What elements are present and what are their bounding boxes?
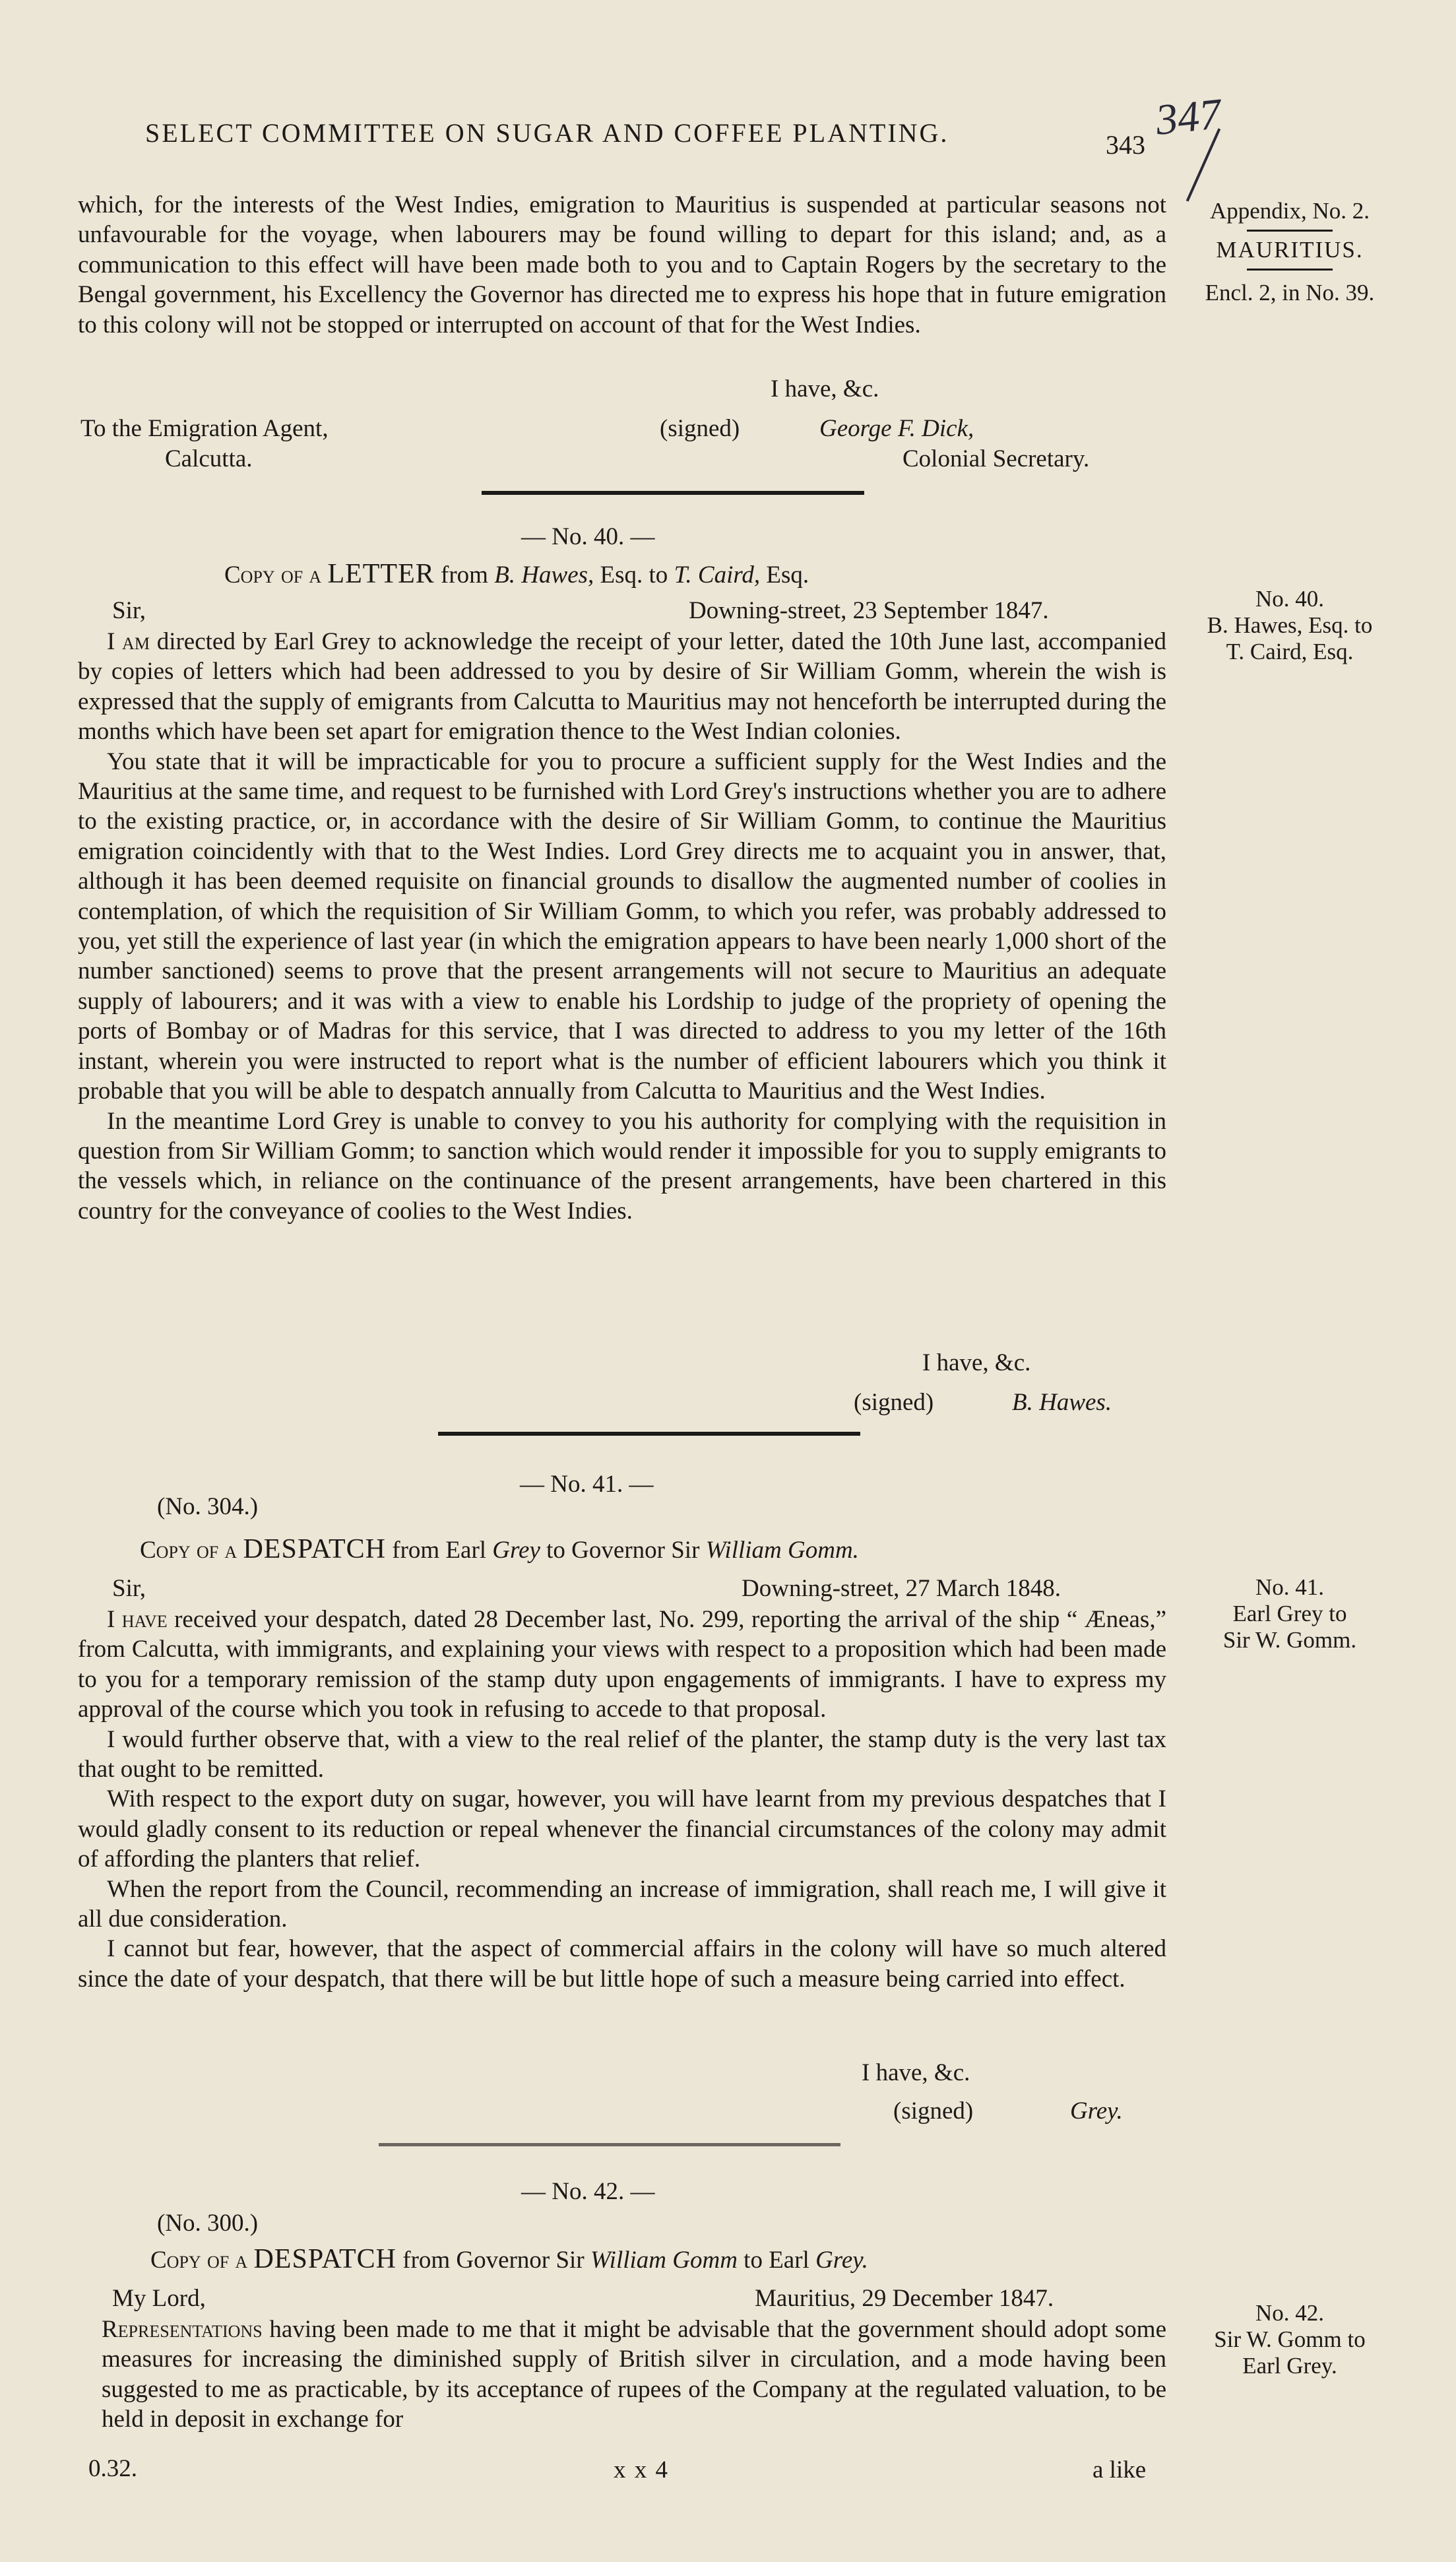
page-number: 343 xyxy=(1106,130,1145,160)
no42-title-mid: to Earl xyxy=(744,2247,809,2274)
no40-signed: (signed) xyxy=(854,1389,934,1416)
intro-signatory: George F. Dick, xyxy=(819,415,974,442)
margin-no40-line1: No. 40. xyxy=(1255,586,1325,612)
no41-paragraph-3: With respect to the export duty on sugar, however, you will have learnt from my previous despatches that I would gladly consent to its reduction or repeal whenever the financial circumstances of the colony may admit of affording the planters that relief. xyxy=(78,1785,1166,1873)
margin-no41-line3: Sir W. Gomm. xyxy=(1222,1627,1357,1653)
no41-title-word: DESPATCH xyxy=(243,1534,386,1564)
no41-signatory: Grey. xyxy=(1070,2098,1123,2125)
no40-place-date: Downing-street, 23 September 1847. xyxy=(689,597,1049,624)
no42-lead: Representations xyxy=(102,2316,263,2343)
no42-title xyxy=(150,2243,868,2275)
no41-paragraph-2: I would further observe that, with a view to the real relief of the planter, the stamp duty is the very last tax that ought to be remitted. xyxy=(78,1725,1166,1783)
no40-title-name1: B. Hawes, xyxy=(494,561,594,589)
intro-section xyxy=(78,190,1166,340)
margin-no41-line1: No. 41. xyxy=(1255,1574,1325,1600)
no41-number: — No. 41. — xyxy=(520,1471,654,1498)
section-rule xyxy=(482,491,864,495)
handwritten-page-number: 347 xyxy=(1153,90,1224,144)
intro-signed: (signed) xyxy=(660,415,740,442)
no40-title-from: from xyxy=(441,561,488,589)
intro-paragraph: which, for the interests of the West Indies, emigration to Mauritius is suspended at particular seasons not unfavourable for the voyage, when labourers may be found willing to depart for this island; and, as a communication to this effect will have been made both to you and to Captain Rogers by the secretary to the Bengal government, his Excellency the Governor has directed me to express his hope that in future emigration to this colony will not be stopped or interrupted on account of that for the West Indies. xyxy=(78,191,1166,338)
no42-salutation: My Lord, xyxy=(112,2285,206,2312)
no41-salutation: Sir, xyxy=(112,1575,146,1602)
margin-note-no41 xyxy=(1181,1574,1399,1653)
margin-appendix: Appendix, No. 2. xyxy=(1209,198,1370,224)
no40-title-word: LETTER xyxy=(327,559,435,589)
no40-title-name2: T. Caird, xyxy=(674,561,761,589)
no41-paragraph-4: When the report from the Council, recommending an increase of immigration, shall reach me, I will give it all due consideration. xyxy=(78,1875,1166,1933)
no40-paragraph-2: You state that it will be impracticable for you to procure a sufficient supply for the West Indies and the Mauritius at the same time, and request to be furnished with Lord Grey's instructions whether you are to adhere to the existing practice, or, in accordance with the desire of Sir William Gomm, to continue the Mauritius emigration coincidently with that to the West Indies. Lord Grey directs me to acquaint you in answer, that, although it has been deemed requisite on financial grounds to disallow the augmented number of coolies in contemplation, of which the requisition of Sir William Gomm, to which you refer, was probably addressed to you, yet still the experience of last year (in which the emigration appears to have been nearly 1,000 short of the number sanctioned) seems to prove that the present arrangements will not secure to Mauritius an adequate supply of labourers; and it was with a view to enable his Lordship to judge of the propriety of opening the ports of Bombay or of Madras for this service, that I was directed to address to you my letter of the 16th instant, wherein you were instructed to report what is the number of efficient labourers which you think it probable that you will be able to despatch annually from Calcutta to Mauritius and the West Indies. xyxy=(78,748,1166,1105)
no41-signed: (signed) xyxy=(893,2098,974,2125)
margin-divider xyxy=(1247,269,1333,271)
no41-title xyxy=(140,1533,859,1565)
no41-paragraph-5: I cannot but fear, however, that the aspect of commercial affairs in the colony will have so much altered since the date of your despatch, that there will be but little hope of such a measure being carried into effect. xyxy=(78,1935,1166,1993)
no42-number: — No. 42. — xyxy=(521,2178,655,2205)
no42-title-from: from Governor Sir xyxy=(402,2247,585,2274)
running-title: SELECT COMMITTEE ON SUGAR AND COFFEE PLANTING. xyxy=(145,118,949,148)
no40-title-end: Esq. xyxy=(766,561,809,589)
intro-closing: I have, &c. xyxy=(771,375,879,402)
no41-lead: I have xyxy=(107,1606,168,1633)
no40-signatory: B. Hawes. xyxy=(1012,1389,1112,1416)
no40-paragraph-3: In the meantime Lord Grey is unable to convey to you his authority for complying with the requisition in question from Sir William Gomm; to sanction which would render it impossible for you to supply emigrants to the vessels which, in reliance on the continuance of the present arrangements, have been chartered in this country for the conveyance of coolies to the West Indies. xyxy=(78,1107,1166,1225)
no41-title-from: from Earl xyxy=(392,1537,487,1564)
margin-no42-line1: No. 42. xyxy=(1255,2300,1325,2326)
no41-p1-text: received your despatch, dated 28 December last, No. 299, reporting the arrival of the ship “ Æneas,” from Calcutta, with immigrants, and explaining your views with respect to a proposition which had been made to you for a temporary remission of the stamp duty upon engagements of immigrants. I have to express my approval of the course which you took in refusing to accede to that proposal. xyxy=(78,1606,1167,1723)
margin-no41-line2: Earl Grey to xyxy=(1232,1601,1347,1626)
no41-title-mid: to Governor Sir xyxy=(546,1537,700,1564)
no42-paragraph-1 xyxy=(78,2315,1166,2435)
margin-note-no42 xyxy=(1181,2300,1399,2379)
footer-signature-mark: x x 4 xyxy=(614,2456,669,2483)
margin-no42-line3: Earl Grey. xyxy=(1242,2353,1337,2379)
no40-p1-text: directed by Earl Grey to acknowledge the receipt of your letter, dated the 10th June last, accompanied by copies of letters which had been addressed to you by desire of Sir William Gomm, wherein the wish is expressed that the supply of emigrants from Calcutta to Mauritius may not henceforth be interrupted during the months which have been set apart for emigration thence to the West Indian colonies. xyxy=(78,628,1167,746)
no40-closing: I have, &c. xyxy=(922,1349,1031,1376)
no42-body xyxy=(78,2315,1166,2435)
no42-title-prefix: Copy of a xyxy=(150,2247,248,2274)
no41-place-date: Downing-street, 27 March 1848. xyxy=(742,1575,1061,1602)
intro-addressee-line2: Calcutta. xyxy=(165,445,253,472)
no42-title-name1: William Gomm xyxy=(590,2247,738,2274)
no41-title-prefix: Copy of a xyxy=(140,1537,237,1564)
no40-title-prefix: Copy of a xyxy=(224,561,322,589)
margin-no40-line2: B. Hawes, Esq. to xyxy=(1207,612,1373,638)
no41-title-name1: Grey xyxy=(492,1537,540,1564)
margin-country: MAURITIUS. xyxy=(1216,237,1364,263)
margin-no42-line2: Sir W. Gomm to xyxy=(1214,2326,1366,2352)
no41-paragraph-1 xyxy=(78,1605,1166,1725)
margin-divider xyxy=(1247,230,1333,232)
no40-body xyxy=(78,627,1166,1226)
no41-closing: I have, &c. xyxy=(862,2059,970,2086)
no40-title-mid: Esq. to xyxy=(600,561,668,589)
margin-encl: Encl. 2, in No. 39. xyxy=(1205,280,1375,305)
no40-paragraph-1 xyxy=(78,627,1166,747)
margin-no40-line3: T. Caird, Esq. xyxy=(1226,639,1354,664)
margin-note-appendix xyxy=(1181,198,1399,306)
section-rule xyxy=(438,1432,860,1436)
no41-ref: (No. 304.) xyxy=(157,1493,259,1520)
no42-ref: (No. 300.) xyxy=(157,2210,259,2237)
intro-addressee-line1: To the Emigration Agent, xyxy=(80,415,329,442)
no40-number: — No. 40. — xyxy=(521,523,655,550)
no42-title-word: DESPATCH xyxy=(253,2244,396,2274)
footer-catchword: a like xyxy=(1092,2456,1147,2483)
no41-body xyxy=(78,1605,1166,1994)
section-rule xyxy=(379,2143,840,2146)
footer-code: 0.32. xyxy=(88,2455,137,2482)
no40-title xyxy=(224,558,809,590)
no41-title-name2: William Gomm. xyxy=(705,1537,859,1564)
intro-signatory-title: Colonial Secretary. xyxy=(902,445,1090,472)
no40-salutation: Sir, xyxy=(112,597,146,624)
no42-p1-text: having been made to me that it might be advisable that the government should adopt some measures for increasing the diminished supply of British silver in circulation, and a mode having been suggested to me as practicable, by its acceptance of rupees of the Company at the regulated valuation, to be held in deposit in exchange for xyxy=(102,2316,1167,2433)
margin-note-no40 xyxy=(1181,586,1399,665)
no42-place-date: Mauritius, 29 December 1847. xyxy=(755,2285,1054,2312)
no40-lead: I am xyxy=(107,628,150,655)
no42-title-name2: Grey. xyxy=(815,2247,868,2274)
